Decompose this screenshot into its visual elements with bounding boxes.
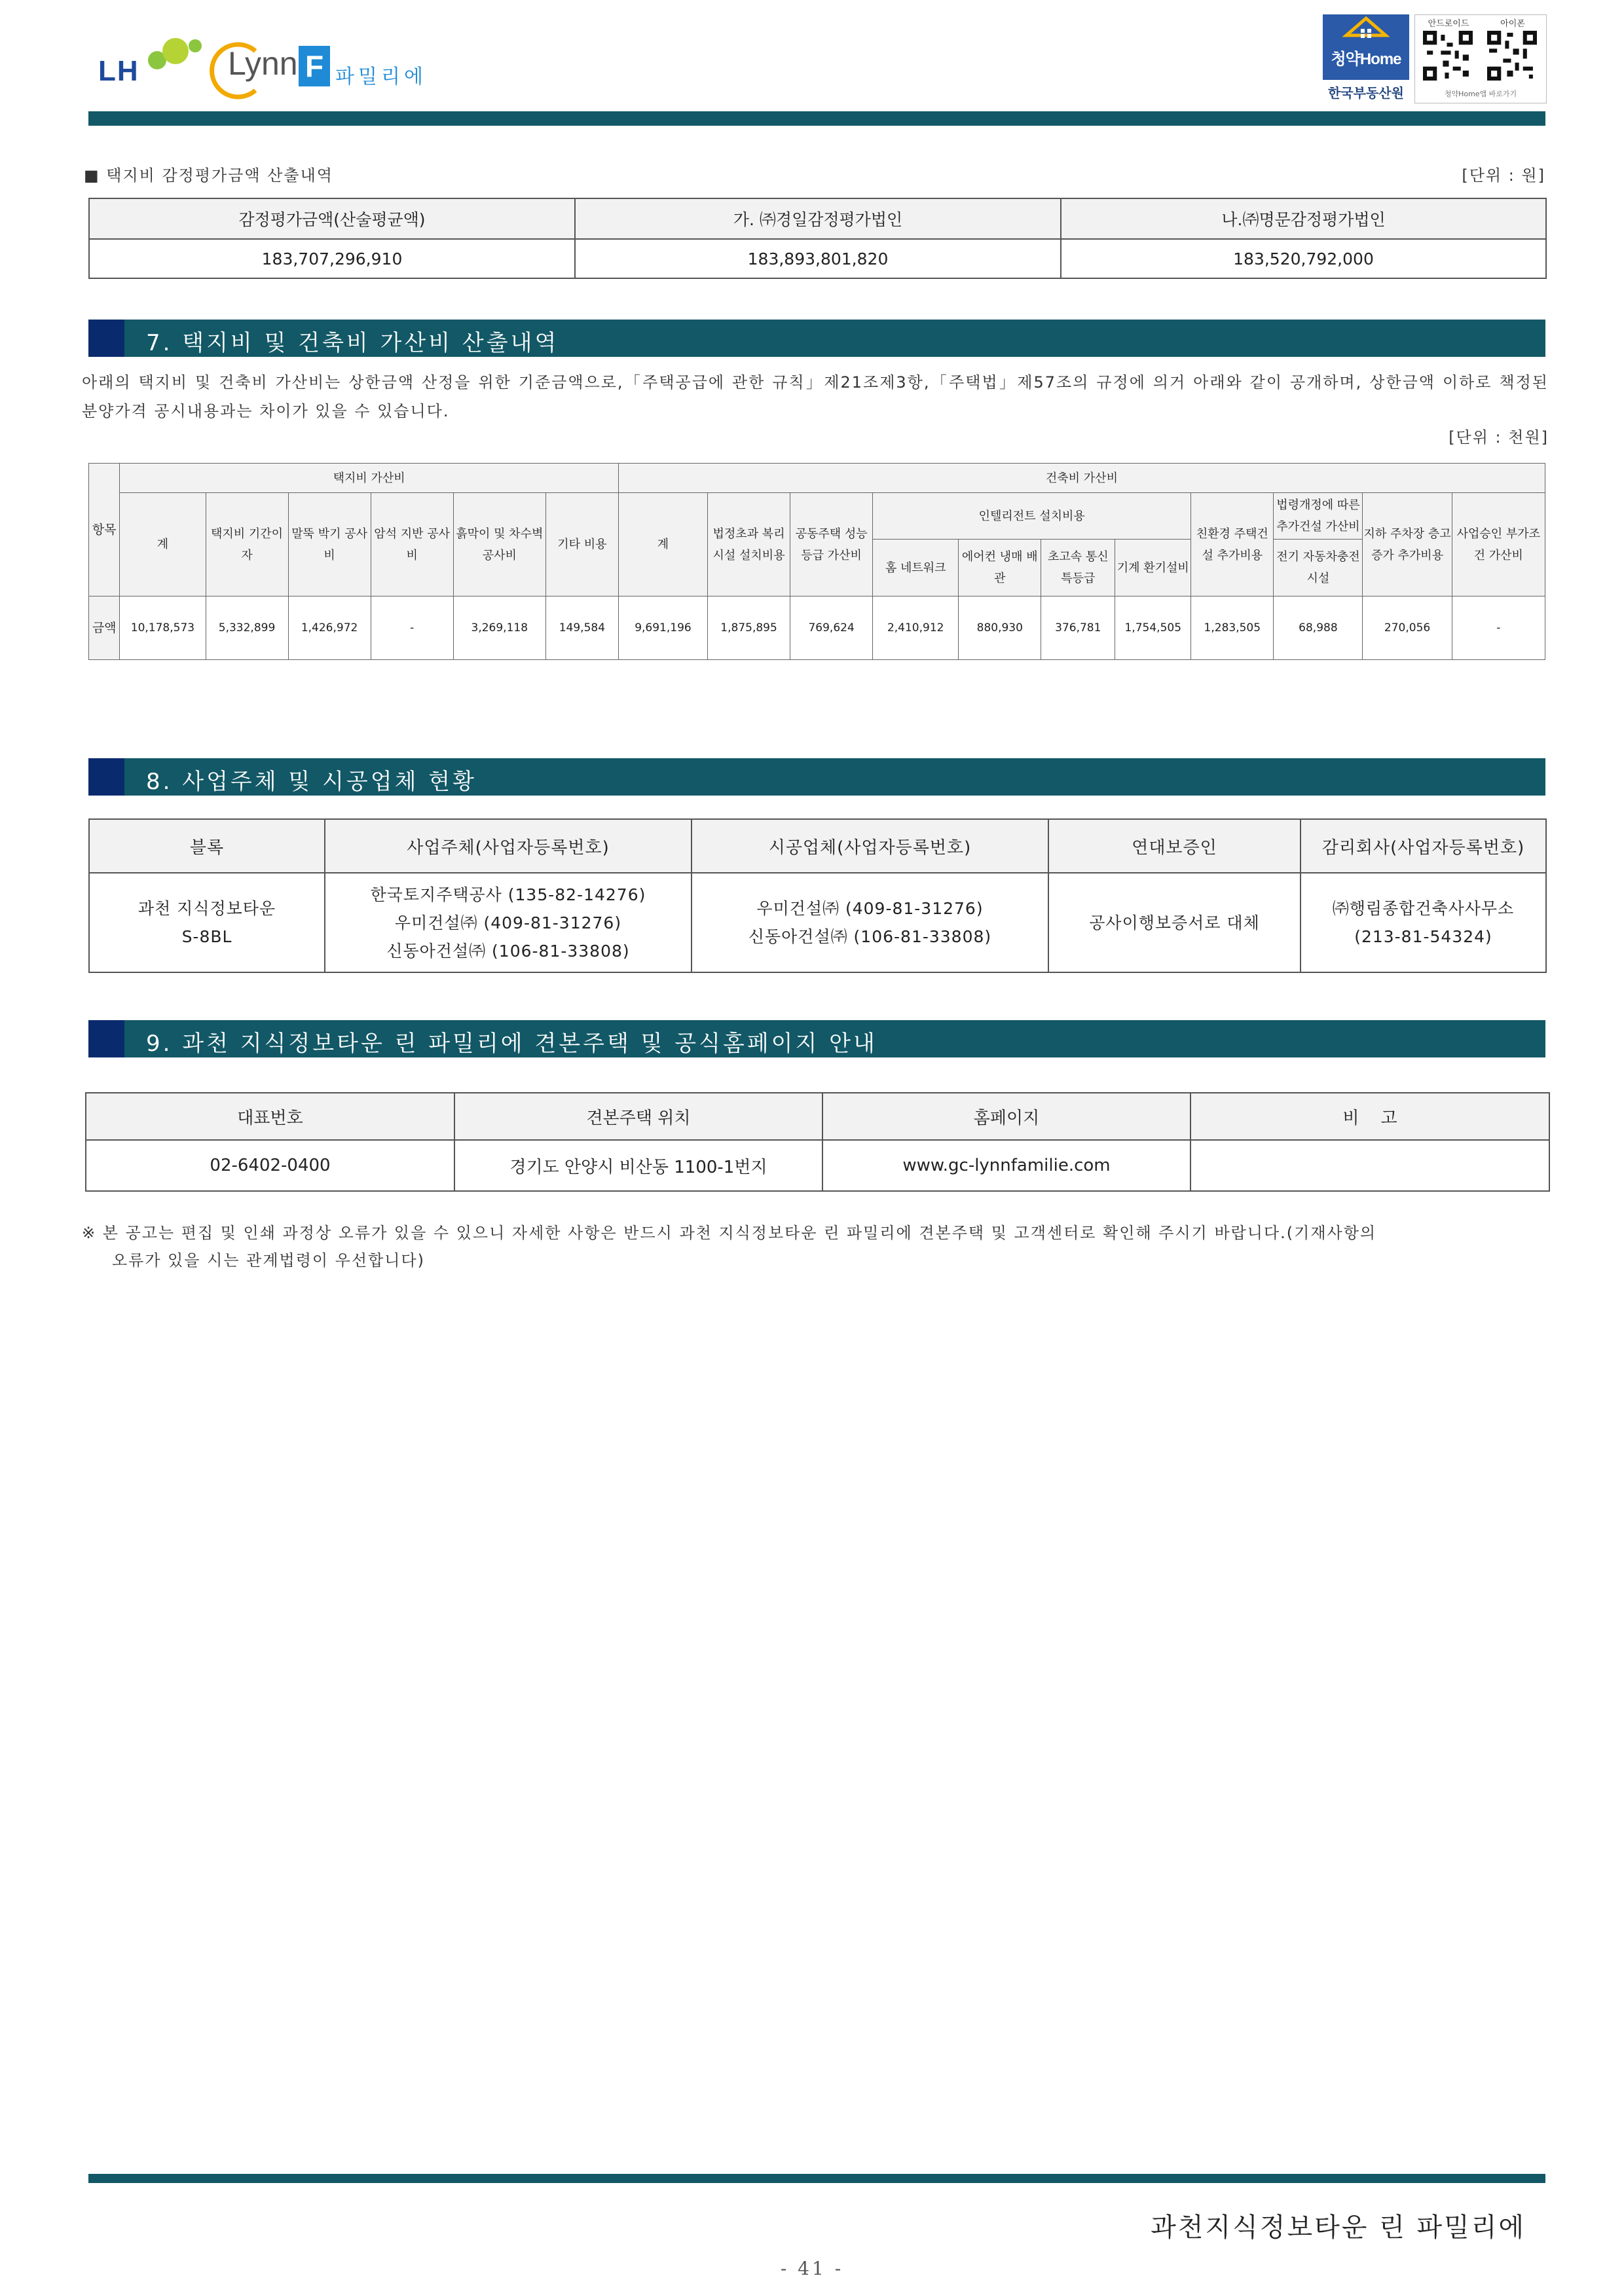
table-cell: 769,624 <box>790 597 873 660</box>
table-header-cell: 법령개정에 따른 추가건설 가산비 <box>1274 493 1363 540</box>
table-header-cell: 사업승인 부가조건 가산비 <box>1452 493 1545 597</box>
table-header-cell: 흙막이 및 차수벽 공사비 <box>453 493 545 597</box>
operator-line: 신동아건설㈜ (106-81-33808) <box>386 941 630 961</box>
table-header-cell: 사업주체(사업자등록번호) <box>325 819 692 873</box>
block-cell <box>89 873 325 972</box>
amount-label: 금액 <box>89 597 120 660</box>
table-header-cell: 시공업체(사업자등록번호) <box>692 819 1048 873</box>
logo-group <box>92 26 458 98</box>
phone-cell: 02-6402-0400 <box>86 1140 454 1191</box>
table-header-cell: 지하 주차장 층고증가 추가비용 <box>1363 493 1452 597</box>
section-accent <box>88 320 124 357</box>
table-header-cell: 말뚝 박기 공사비 <box>288 493 371 597</box>
lh-logo: LH <box>98 55 139 87</box>
table-cell: - <box>371 597 453 660</box>
table-cell: 880,930 <box>959 597 1041 660</box>
intelligent-group-header: 인텔리전트 설치비용 <box>873 493 1191 540</box>
table-cell: 1,426,972 <box>288 597 371 660</box>
table-cell: 68,988 <box>1274 597 1363 660</box>
table-cell: - <box>1452 597 1545 660</box>
qr-footer: 청약Home앱 바로가기 <box>1444 90 1517 98</box>
table-cell: 376,781 <box>1041 597 1115 660</box>
table-cell: 149,584 <box>545 597 618 660</box>
table-header-cell: 법정초과 복리시설 설치비용 <box>708 493 790 597</box>
section-accent <box>88 758 124 796</box>
table-header-cell: 연대보증인 <box>1048 819 1301 873</box>
block-code: S-8BL <box>181 927 232 946</box>
appraisal-table <box>88 198 1547 279</box>
table-cell: 270,056 <box>1363 597 1452 660</box>
house-icon <box>1323 14 1409 47</box>
note-line-1 <box>82 1219 1549 1247</box>
table-cell: 183,893,801,820 <box>575 239 1061 278</box>
cheongyak-org: 한국부동산원 <box>1328 85 1404 101</box>
table-cell: 5,332,899 <box>206 597 288 660</box>
table-cell: 1,754,505 <box>1115 597 1191 660</box>
constructor-cell <box>692 873 1048 972</box>
table-header-cell: 블록 <box>89 819 325 873</box>
operator-line: 우미건설㈜ (409-81-31276) <box>394 913 622 932</box>
operator-cell <box>325 873 692 972</box>
table-header-cell: 계 <box>120 493 206 597</box>
table-cell: 183,520,792,000 <box>1061 239 1546 278</box>
section-7-title: 7. 택지비 및 건축비 가산비 산출내역 <box>146 330 559 356</box>
cheongyak-label: 청약Home <box>1331 50 1401 68</box>
section-8-title: 8. 사업주체 및 시공업체 현황 <box>146 769 477 795</box>
table-header-cell: 에어컨 냉매 배관 <box>959 540 1041 597</box>
guarantor-cell: 공사이행보증서로 대체 <box>1048 873 1301 972</box>
table-header-row <box>89 819 1546 873</box>
section-7-paragraph: 아래의 택지비 및 건축비 가산비는 상한금액 산정을 위한 기준금액으로,「주택공급에 관한 규칙」제21조제3항,「주택법」제57조의 규정에 의거 아래와 같이 공개하며, 상한금액 이하로 책정된 분양가격 공시내용과는 차이가 있을 수 있습니다. <box>82 373 1549 420</box>
table-row <box>89 239 1546 278</box>
footer-title: 과천지식정보타운 린 파밀리에 <box>1151 2212 1526 2243</box>
table-header-cell: 감정평가금액(산술평균액) <box>89 198 575 239</box>
cheongyak-home-logo <box>1323 14 1409 100</box>
cheongyak-box <box>1323 14 1409 80</box>
note-text-1: 본 공고는 편집 및 인쇄 과정상 오류가 있을 수 있으니 자세한 사항은 반드시 과천 지식정보타운 린 파밀리에 견본주택 및 고객센터로 확인해 주시기 바랍니다.(기재사항의 <box>102 1224 1377 1242</box>
land-cost-group-header: 택지비 가산비 <box>120 464 618 493</box>
section-8-header <box>88 758 1545 796</box>
item-header: 항목 <box>89 464 120 597</box>
table-header-row <box>89 464 1545 493</box>
table-cell: 2,410,912 <box>873 597 959 660</box>
business-table <box>88 818 1547 973</box>
appraisal-title: ■ 택지비 감정평가금액 산출내역 <box>84 166 333 185</box>
table-header-cell: 홈페이지 <box>822 1093 1190 1140</box>
table-header-cell: 나.㈜명문감정평가법인 <box>1061 198 1546 239</box>
table-header-cell: 공동주택 성능등급 가산비 <box>790 493 873 597</box>
table-header-cell: 가. ㈜경일감정평가법인 <box>575 198 1061 239</box>
model-house-table <box>85 1092 1550 1192</box>
remark-cell <box>1190 1140 1549 1191</box>
table-header-cell: 암석 지반 공사비 <box>371 493 453 597</box>
supervisor-number: (213-81-54324) <box>1354 927 1492 946</box>
table-header-cell: 대표번호 <box>86 1093 454 1140</box>
table-header-row <box>89 198 1546 239</box>
table-header-cell: 비 고 <box>1190 1093 1549 1140</box>
table-header-cell: 택지비 기간이자 <box>206 493 288 597</box>
qr-android-label: 안드로이드 <box>1428 19 1469 29</box>
section-7-unit: [단위 : 천원] <box>1449 428 1549 447</box>
supervisor-cell <box>1301 873 1546 972</box>
note-text-2: 오류가 있을 시는 관계법령이 우선합니다) <box>112 1251 426 1270</box>
section-9-title: 9. 과천 지식정보타운 린 파밀리에 견본주택 및 공식홈페이지 안내 <box>146 1031 877 1057</box>
cost-table <box>88 463 1545 660</box>
homepage-link[interactable]: www.gc-lynnfamilie.com <box>822 1140 1190 1191</box>
appraisal-unit: [단위 : 원] <box>1462 166 1545 185</box>
qr-iphone-icon[interactable] <box>1487 31 1537 81</box>
table-header-cell: 초고속 통신 특등급 <box>1041 540 1115 597</box>
table-header-row <box>89 493 1545 540</box>
location-cell: 경기도 안양시 비산동 1100-1번지 <box>454 1140 822 1191</box>
page-number: - 41 - <box>780 2258 844 2279</box>
table-header-cell: 계 <box>618 493 707 597</box>
table-header-cell: 감리회사(사업자등록번호) <box>1301 819 1546 873</box>
logo-dots-icon <box>143 35 208 75</box>
table-cell: 1,875,895 <box>708 597 790 660</box>
qr-codes <box>1414 14 1547 103</box>
table-header-cell: 기계 환기설비 <box>1115 540 1191 597</box>
table-cell: 3,269,118 <box>453 597 545 660</box>
table-cell: 10,178,573 <box>120 597 206 660</box>
qr-iphone-label: 아이폰 <box>1500 19 1525 29</box>
table-cell: 1,283,505 <box>1191 597 1274 660</box>
header-divider <box>88 111 1545 126</box>
table-header-cell: 홈 네트워크 <box>873 540 959 597</box>
build-cost-group-header: 건축비 가산비 <box>618 464 1545 493</box>
table-header-cell: 친환경 주택건설 추가비용 <box>1191 493 1274 597</box>
supervisor-name: ㈜행림종합건축사사무소 <box>1332 899 1515 918</box>
table-row <box>86 1140 1549 1191</box>
lynn-logo-text: Lynn <box>228 45 298 82</box>
table-header-cell: 견본주택 위치 <box>454 1093 822 1140</box>
section-9-header <box>88 1020 1545 1057</box>
section-accent <box>88 1020 124 1057</box>
familie-logo-text: 파밀리에 <box>335 65 427 88</box>
qr-android-icon[interactable] <box>1423 31 1473 81</box>
block-name: 과천 지식정보타운 <box>138 899 276 918</box>
table-row <box>89 597 1545 660</box>
table-row <box>89 873 1546 972</box>
note-mark: ※ <box>82 1224 97 1242</box>
table-header-cell: 전기 자동차충전 시설 <box>1274 540 1363 597</box>
table-cell: 183,707,296,910 <box>89 239 575 278</box>
table-header-row <box>86 1093 1549 1140</box>
section-7-header <box>88 320 1545 357</box>
table-cell: 9,691,196 <box>618 597 707 660</box>
table-header-cell: 기타 비용 <box>545 493 618 597</box>
operator-line: 한국토지주택공사 (135-82-14276) <box>370 885 646 904</box>
constructor-line: 우미건설㈜ (409-81-31276) <box>756 899 984 918</box>
familie-f-logo: F <box>299 46 330 86</box>
disclaimer-note <box>82 1219 1549 1274</box>
constructor-line: 신동아건설㈜ (106-81-33808) <box>748 927 992 946</box>
footer-divider <box>88 2174 1545 2183</box>
